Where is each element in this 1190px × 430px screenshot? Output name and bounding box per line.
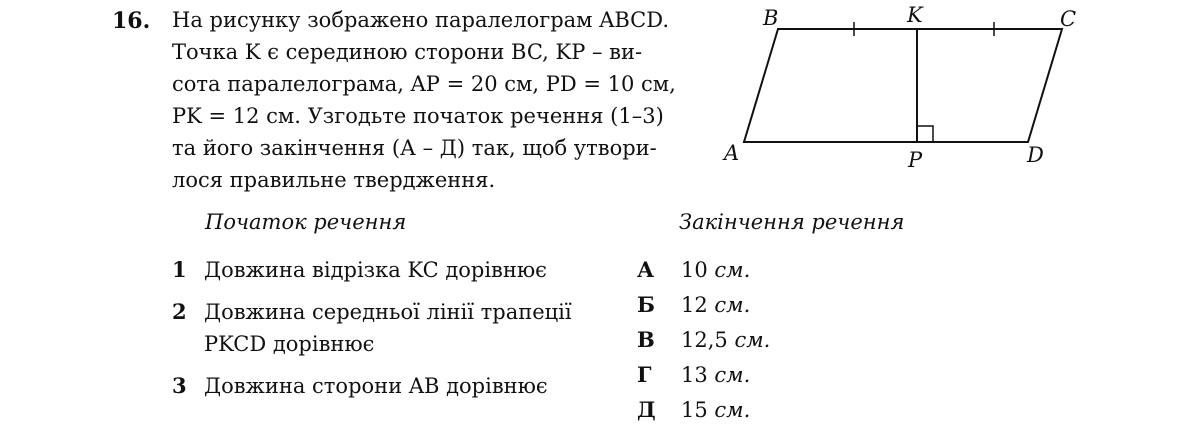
label-d: D [1027,143,1044,167]
question-line: PK = 12 см. Узгодьте початок речення (1–3) [172,104,664,128]
label-b: B [763,6,779,30]
ending-value: 15 [681,398,708,422]
start-item-number: 2 [172,299,187,324]
ending-letter: А [637,257,655,282]
parallelogram-outline [744,29,1062,142]
start-item-number: 3 [172,373,187,398]
question-line: сота паралелограма, AP = 20 см, PD = 10 см, [172,72,676,96]
ending-value: 12,5 [681,328,728,352]
label-k: K [907,3,923,27]
start-item-text: Довжина сторони AB дорівнює [204,374,548,398]
ending-letter: Б [637,292,655,317]
ending-unit: см. [714,293,751,317]
question-line: лося правильне твердження. [172,168,496,192]
start-item-text: Довжина відрізка KC дорівнює [204,258,547,282]
ending-item [637,324,770,356]
start-item [172,254,547,286]
start-item [172,296,572,360]
ending-value: 12 [681,293,708,317]
question-number: 16. [112,8,151,34]
ending-item [637,394,750,426]
question-text [172,4,692,196]
question-line: Точка K є серединою сторони BC, KP – ви- [172,40,643,64]
start-item [172,370,548,402]
endings-title: Закінчення речення [679,210,905,234]
ending-unit: см. [714,363,751,387]
ending-unit: см. [714,258,751,282]
label-a: A [724,141,740,165]
start-item-text: PKCD дорівнює [204,332,375,356]
question-line: та його закінчення (А – Д) так, щоб утвори- [172,136,657,160]
right-angle-mark [917,126,933,142]
ending-value: 13 [681,363,708,387]
start-item-number: 1 [172,257,187,282]
ending-item [637,359,750,391]
parallelogram-figure [720,0,1080,185]
ending-letter: В [637,327,655,352]
ending-unit: см. [714,398,751,422]
ending-unit: см. [734,328,771,352]
starts-title: Початок речення [205,210,407,234]
ending-item [637,289,750,321]
ending-item [637,254,750,286]
ending-letter: Д [637,397,656,422]
start-item-text: Довжина середньої лінії трапеції [204,300,572,324]
label-c: C [1060,7,1077,31]
ending-letter: Г [637,362,652,387]
label-p: P [908,148,923,172]
question-line: На рисунку зображено паралелограм ABCD. [172,8,670,32]
ending-value: 10 [681,258,708,282]
